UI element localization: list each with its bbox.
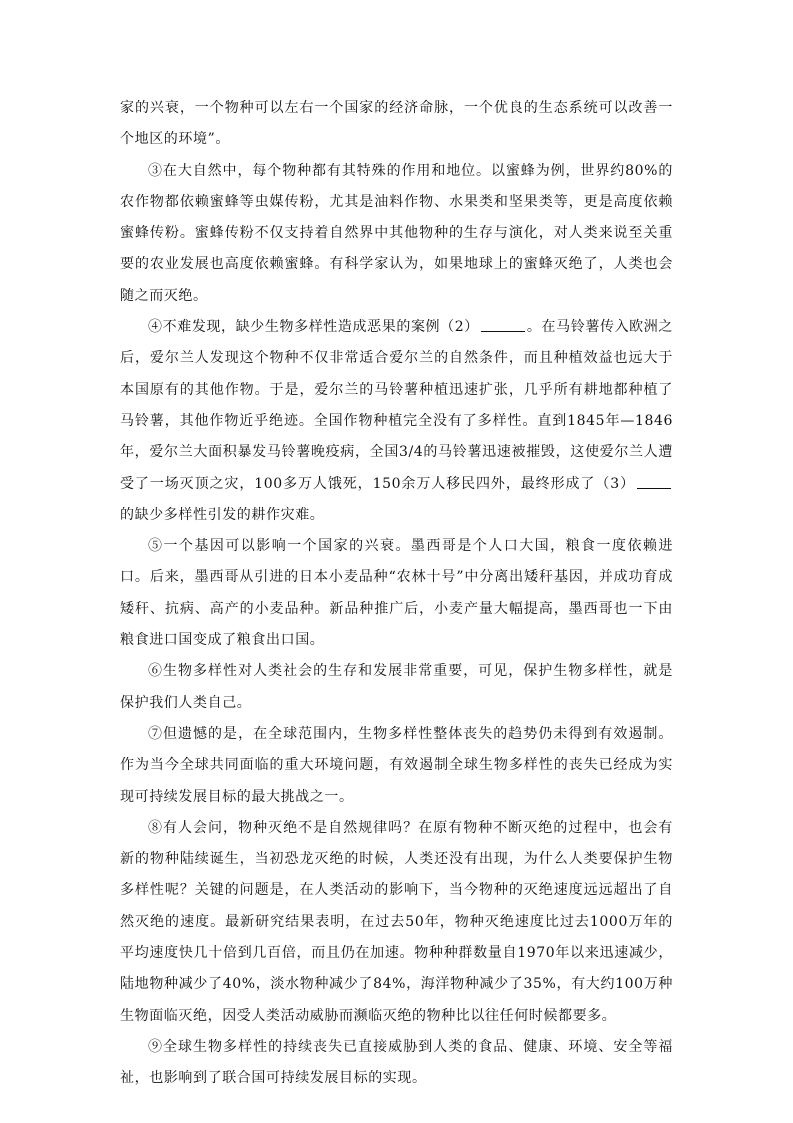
paragraph-continued: 家的兴衰，一个物种可以左右一个国家的经济命脉，一个优良的生态系统可以改善一个地区的环境”。 <box>120 100 673 148</box>
fill-blank-3[interactable] <box>637 474 671 489</box>
paragraph-7: ⑦但遗憾的是，在全球范围内，生物多样性整体丧失的趋势仍未得到有效遏制。作为当今全球共同面临的重大环境问题，有效遏制全球生物多样性的丧失已经成为实现可持续发展目标的最大挑战之一。 <box>120 725 673 805</box>
paragraph-9: ⑨全球生物多样性的持续丧失已直接威胁到人类的食品、健康、环境、安全等福祉，也影响到了联合国可持续发展目标的实现。 <box>120 1038 673 1087</box>
paragraph-4-part-2: 。在马铃薯传入欧洲之后，爱尔兰人发现这个物种不仅非常适合爱尔兰的自然条件，而且种植效益也远大于本国原有的其他作物。于是，爱尔兰的马铃薯种植迅速扩张，几乎所有耕地都种植了马铃薯，其他作物近乎绝迹。全国作物种植完全没有了多样性。直到1845年—1846年，爱尔兰大面积暴发马铃薯晚疫病，全国3/4的马铃薯迅速被摧毁，这使爱尔兰人遭受了一场灭顶之灾，100多万人饿死，150余万人移民四外，最终形成了（3） <box>120 319 673 492</box>
paragraph-4 <box>120 312 673 531</box>
fill-blank-2[interactable] <box>481 317 525 332</box>
paragraph-4-part-3: 的缺少多样性引发的耕作灾难。 <box>120 506 325 523</box>
paragraph-4-part-1: ④不难发现，缺少生物多样性造成恶果的案例（2） <box>148 319 479 336</box>
paragraph-3: ③在大自然中，每个物种都有其特殊的作用和地位。以蜜蜂为例，世界约80%的农作物都依赖蜜蜂等虫媒传粉，尤其是油料作物、水果类和坚果类等，更是高度依赖蜜蜂传粉。蜜蜂传粉不仅支持着自然界中其他物种的生存与演化，对人类来说至关重要的农业发展也高度依赖蜜蜂。有科学家认为，如果地球上的蜜蜂灭绝了，人类也会随之而灭绝。 <box>120 162 673 304</box>
paragraph-6: ⑥生物多样性对人类社会的生存和发展非常重要，可见，保护生物多样性，就是保护我们人类自己。 <box>120 663 673 711</box>
paragraph-8: ⑧有人会问，物种灭绝不是自然规律吗？在原有物种不断灭绝的过程中，也会有新的物种陆续诞生，当初恐龙灭绝的时候，人类还没有出现，为什么人类要保护生物多样性呢？关键的问题是，在人类活动的影响下，当今物种的灭绝速度远远超出了自然灭绝的速度。最新研究结果表明，在过去50年，物种灭绝速度比过去1000万年的平均速度快几十倍到几百倍，而且仍在加速。物种种群数量自1970年以来迅速减少，陆地物种减少了40%，淡水物种减少了84%，海洋物种减少了35%，有大约100万种生物面临灭绝，因受人类活动威胁而濒临灭绝的物种比以往任何时候都要多。 <box>120 819 673 1024</box>
document-page <box>120 93 673 1095</box>
paragraph-5: ⑤一个基因可以影响一个国家的兴衰。墨西哥是个人口大国，粮食一度依赖进口。后来，墨西哥从引进的日本小麦品种“农林十号”中分离出矮秆基因，并成功育成矮秆、抗病、高产的小麦品种。新品种推广后，小麦产量大幅提高，墨西哥也一下由粮食进口国变成了粮食出口国。 <box>120 538 673 649</box>
